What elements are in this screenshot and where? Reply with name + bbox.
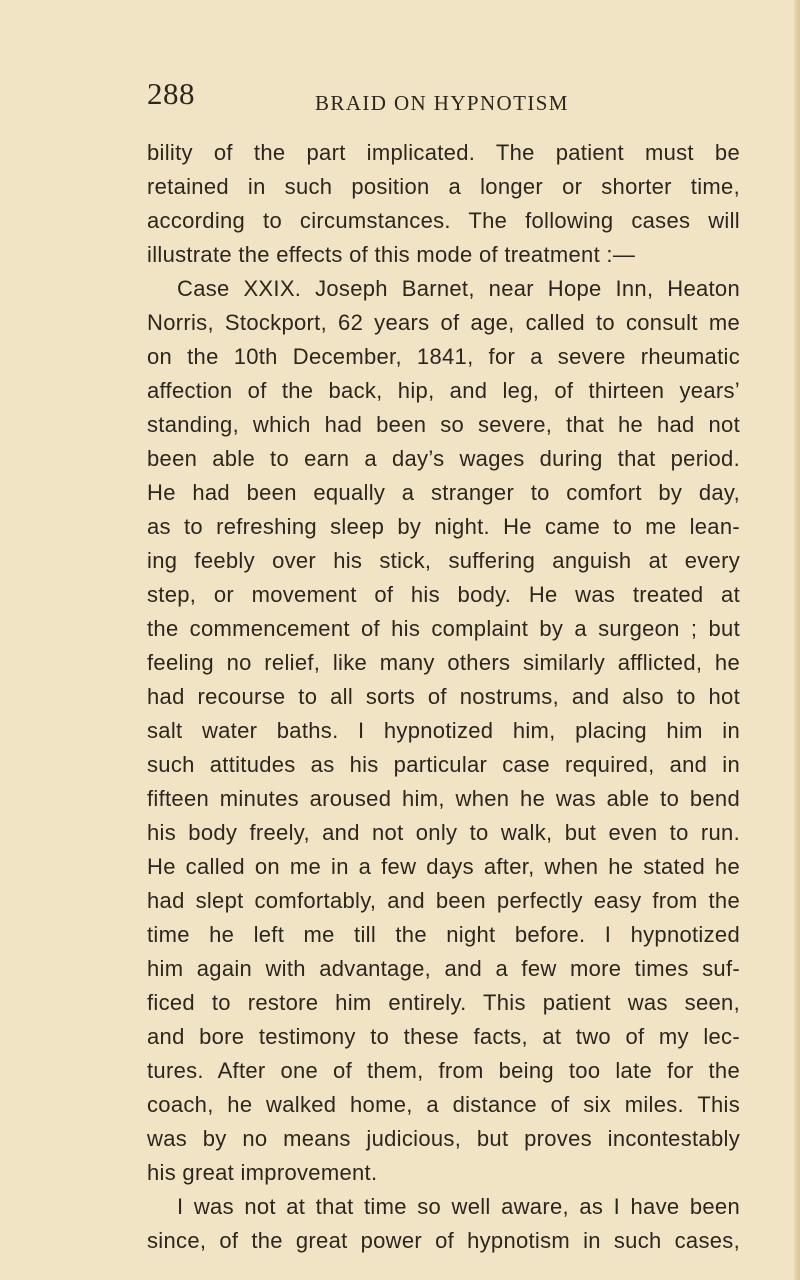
- text-line: ing feebly over his stick, suffering anguish at every: [147, 548, 740, 573]
- text-line: fifteen minutes aroused him, when he was able to bend: [147, 786, 740, 811]
- text-line: tures. After one of them, from being too late for the: [147, 1058, 740, 1083]
- text-line: according to circumstances. The following cases will: [147, 208, 740, 233]
- text-line: Norris, Stockport, 62 years of age, called to consult me: [147, 310, 740, 335]
- text-line: since, of the great power of hypnotism in such cases,: [147, 1228, 740, 1253]
- text-line: him again with advantage, and a few more times suf-: [147, 956, 740, 981]
- text-line: Case XXIX. Joseph Barnet, near Hope Inn, Heaton: [177, 276, 740, 301]
- text-line: feeling no relief, like many others similarly afflicted, he: [147, 650, 740, 675]
- text-line: such attitudes as his particular case required, and in: [147, 752, 740, 777]
- running-head: [0, 76, 800, 120]
- text-line: was by no means judicious, but proves incontestably: [147, 1126, 740, 1151]
- text-line: coach, he walked home, a distance of six miles. This: [147, 1092, 740, 1117]
- text-line: ficed to restore him entirely. This patient was seen,: [147, 990, 740, 1015]
- text-line: affection of the back, hip, and leg, of thirteen years’: [147, 378, 740, 403]
- text-line: the commencement of his complaint by a surgeon ; but: [147, 616, 740, 641]
- text-line: I was not at that time so well aware, as I have been: [177, 1194, 740, 1219]
- text-line: his body freely, and not only to walk, but even to run.: [147, 820, 740, 845]
- text-line: He called on me in a few days after, when he stated he: [147, 854, 740, 879]
- text-line: his great improvement.: [147, 1160, 378, 1185]
- text-line: time he left me till the night before. I hypnotized: [147, 922, 740, 947]
- running-title: BRAID ON HYPNOTISM: [315, 91, 569, 115]
- text-line: as to refreshing sleep by night. He came to me lean-: [147, 514, 740, 539]
- text-line: He had been equally a stranger to comfort by day,: [147, 480, 740, 505]
- text-line: and bore testimony to these facts, at two of my lec-: [147, 1024, 740, 1049]
- text-line: illustrate the effects of this mode of treatment :—: [147, 242, 636, 267]
- text-line: on the 10th December, 1841, for a severe rheumatic: [147, 344, 740, 369]
- text-line: retained in such position a longer or shorter time,: [147, 174, 740, 199]
- text-line: standing, which had been so severe, that he had not: [147, 412, 740, 437]
- text-line: had recourse to all sorts of nostrums, and also to hot: [147, 684, 740, 709]
- text-line: been able to earn a day’s wages during that period.: [147, 446, 740, 471]
- text-line: step, or movement of his body. He was treated at: [147, 582, 740, 607]
- body-text: [147, 136, 740, 1258]
- text-line: had slept comfortably, and been perfectly easy from the: [147, 888, 740, 913]
- text-line: salt water baths. I hypnotized him, placing him in: [147, 718, 740, 743]
- text-line: bility of the part implicated. The patient must be: [147, 140, 740, 165]
- page-number: 288: [147, 76, 195, 111]
- page-edge: [794, 0, 800, 1280]
